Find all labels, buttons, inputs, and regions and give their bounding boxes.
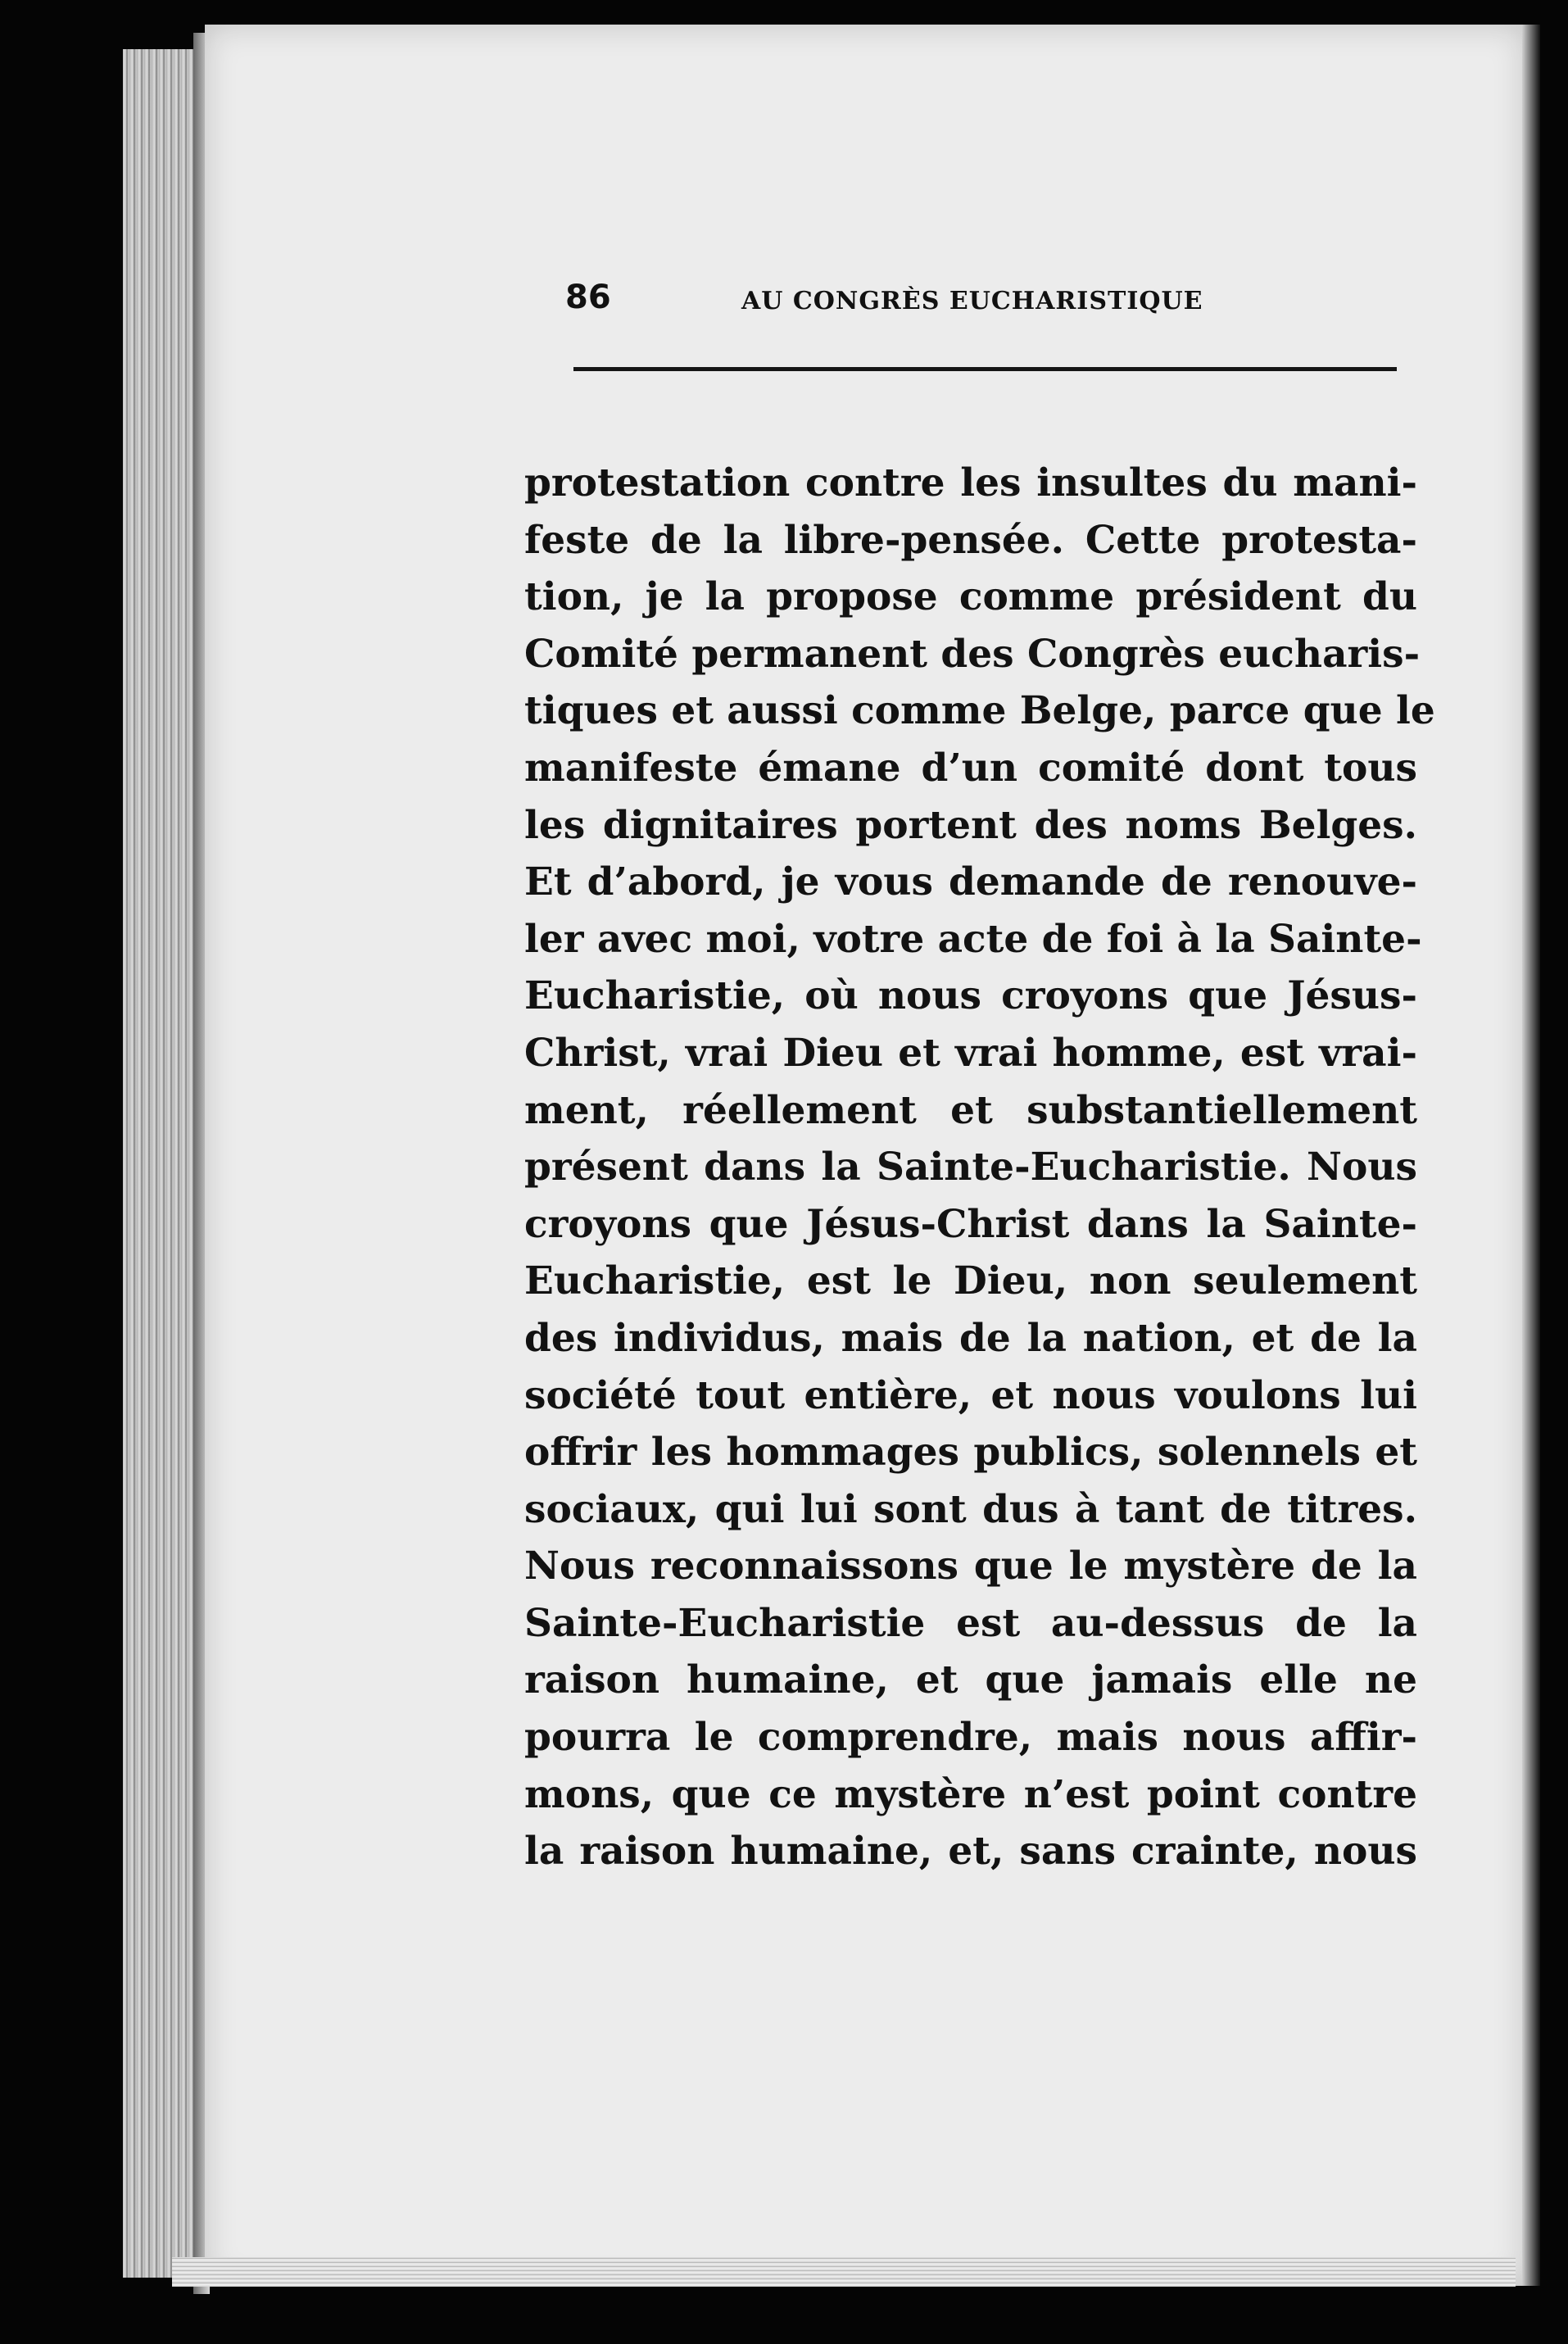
text-line: Comité permanent des Congrès eucharis-: [524, 631, 1421, 677]
text-line: mons, que ce mystère n’est point contre: [524, 1771, 1417, 1817]
text-line: les dignitaires portent des noms Belges.: [524, 802, 1417, 848]
text-line: Eucharistie, est le Dieu, non seulement: [524, 1258, 1417, 1304]
page-right-edge: [1522, 25, 1540, 2286]
text-line: offrir les hommages publics, solennels et: [524, 1430, 1417, 1476]
book-spine-edge: [123, 49, 197, 2278]
text-line: des individus, mais de la nation, et de la: [524, 1315, 1417, 1361]
text-line: pourra le comprendre, mais nous affir-: [524, 1715, 1417, 1761]
text-line: manifeste émane d’un comité dont tous: [524, 745, 1417, 791]
text-line: tiques et aussi comme Belge, parce que le: [524, 688, 1435, 734]
text-line: ler avec moi, votre acte de foi à la Sainte-: [524, 916, 1422, 962]
text-line: feste de la libre-pensée. Cette protesta-: [524, 517, 1417, 563]
running-head: [565, 279, 1409, 328]
text-line: tion, je la propose comme président du: [524, 574, 1417, 620]
text-line: société tout entière, et nous voulons lui: [524, 1372, 1417, 1418]
page-number: 86: [565, 279, 611, 316]
text-line: Nous reconnaissons que le mystère de la: [524, 1544, 1417, 1589]
header-rule: [573, 367, 1397, 371]
page-bottom-edge: [172, 2257, 1516, 2287]
body-text: [524, 455, 1435, 1880]
text-line: Eucharistie, où nous croyons que Jésus-: [524, 973, 1417, 1019]
text-line: ment, réellement et substantiellement: [524, 1087, 1417, 1133]
text-line: croyons que Jésus-Christ dans la Sainte-: [524, 1201, 1417, 1247]
running-title: AU CONGRÈS EUCHARISTIQUE: [741, 287, 1203, 315]
text-line: présent dans la Sainte-Eucharistie. Nous: [524, 1145, 1417, 1190]
text-line: Christ, vrai Dieu et vrai homme, est vrai-: [524, 1030, 1417, 1076]
text-line: la raison humaine, et, sans crainte, nous: [524, 1829, 1417, 1875]
text-line: raison humaine, et que jamais elle ne: [524, 1657, 1417, 1703]
text-line: Et d’abord, je vous demande de renouve-: [524, 859, 1417, 905]
text-line: Sainte-Eucharistie est au-dessus de la: [524, 1600, 1417, 1646]
text-line: protestation contre les insultes du mani-: [524, 460, 1417, 506]
text-line: sociaux, qui lui sont dus à tant de titres.: [524, 1486, 1417, 1532]
